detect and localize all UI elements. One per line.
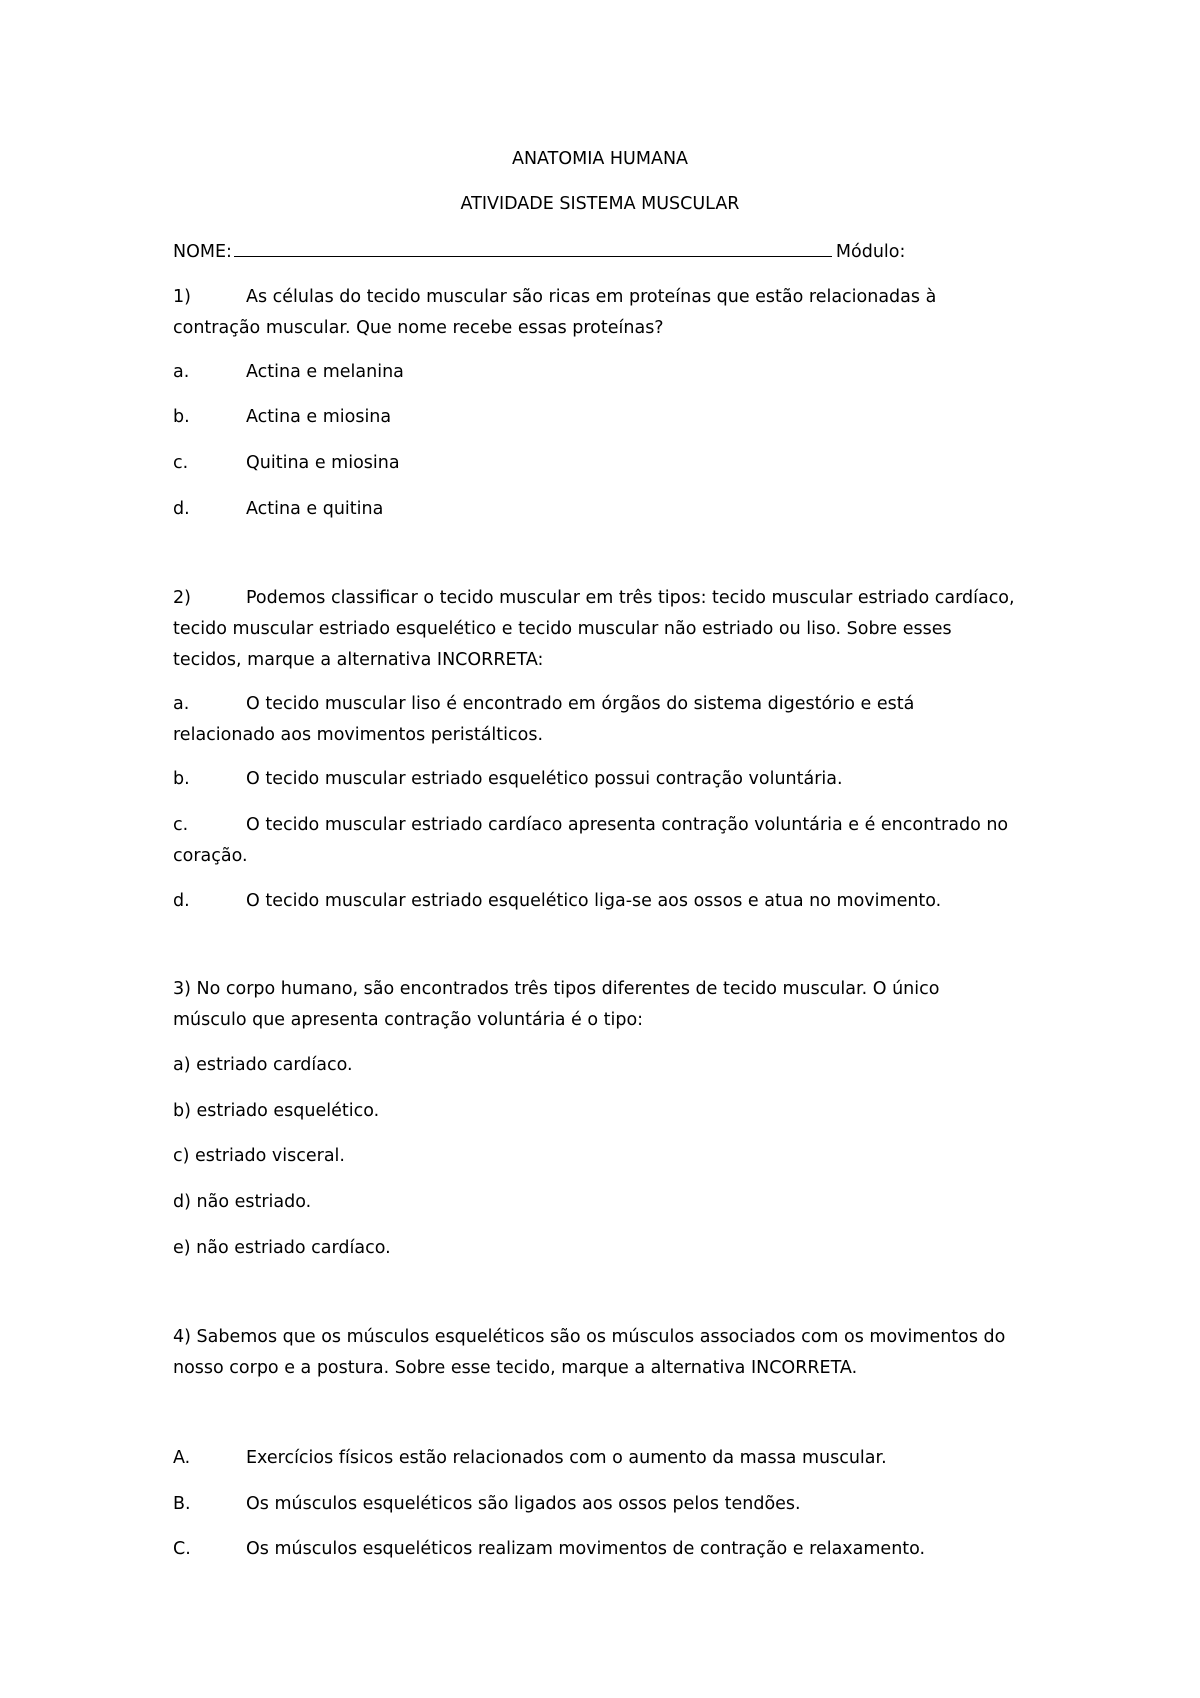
q1-option-c: c. Quitina e miosina [173, 453, 400, 473]
q1-option-a: a. Actina e melanina [173, 362, 404, 382]
question-number: 1) [173, 287, 191, 307]
q1-option-d: d. Actina e quitina [173, 499, 384, 519]
question-text-cont: tecido muscular estriado esquelético e tecido muscular não estriado ou liso. Sobre esses [173, 619, 952, 639]
module-label: Módulo: [835, 242, 906, 262]
name-blank-line[interactable] [234, 239, 832, 257]
question-number: 2) [173, 588, 191, 608]
q2-option-a: a. O tecido muscular liso é encontrado em órgãos do sistema digestório e está relacionado aos movimentos peristálticos. [173, 694, 915, 745]
document-title: ANATOMIA HUMANA [511, 149, 689, 169]
q2-option-b: b. O tecido muscular estriado esquelético possui contração voluntária. [173, 769, 843, 789]
question-text-cont: contração muscular. Que nome recebe essas proteínas? [173, 318, 664, 338]
q3-option-d: d) não estriado. [173, 1192, 312, 1212]
q4-option-a: A. Exercícios físicos estão relacionados com o aumento da massa muscular. [173, 1448, 887, 1468]
q2-option-c: c. O tecido muscular estriado cardíaco apresenta contração voluntária e é encontrado no coração. [173, 815, 1009, 866]
q1-option-b: b. Actina e miosina [173, 407, 392, 427]
q3-option-a: a) estriado cardíaco. [173, 1055, 353, 1075]
question-text-cont: músculo que apresenta contração voluntária é o tipo: [173, 1010, 644, 1030]
name-row [173, 239, 1053, 263]
q4-option-c: C. Os músculos esqueléticos realizam movimentos de contração e relaxamento. [173, 1539, 926, 1559]
question-text: As células do tecido muscular são ricas em proteínas que estão relacionadas à [246, 287, 937, 307]
q3-option-e: e) não estriado cardíaco. [173, 1238, 391, 1258]
question-text: 4) Sabemos que os músculos esqueléticos são os músculos associados com os movimentos do [173, 1327, 1006, 1347]
name-label: NOME: [173, 242, 232, 262]
question-text-cont: nosso corpo e a postura. Sobre esse tecido, marque a alternativa INCORRETA. [173, 1358, 858, 1378]
q4-option-b: B. Os músculos esqueléticos são ligados aos ossos pelos tendões. [173, 1494, 801, 1514]
document-subtitle: ATIVIDADE SISTEMA MUSCULAR [460, 194, 740, 214]
question-text: Podemos classificar o tecido muscular em três tipos: tecido muscular estriado cardíaco, [246, 588, 1015, 608]
q2-option-d: d. O tecido muscular estriado esquelético liga-se aos ossos e atua no movimento. [173, 891, 942, 911]
question-3 [173, 974, 1043, 1036]
question-1 [173, 282, 1043, 344]
question-text-cont: tecidos, marque a alternativa INCORRETA: [173, 650, 544, 670]
q3-option-b: b) estriado esquelético. [173, 1101, 380, 1121]
q3-option-c: c) estriado visceral. [173, 1146, 345, 1166]
question-4 [173, 1322, 1043, 1384]
question-text: 3) No corpo humano, são encontrados três tipos diferentes de tecido muscular. O único [173, 979, 940, 999]
question-2 [173, 583, 1043, 676]
